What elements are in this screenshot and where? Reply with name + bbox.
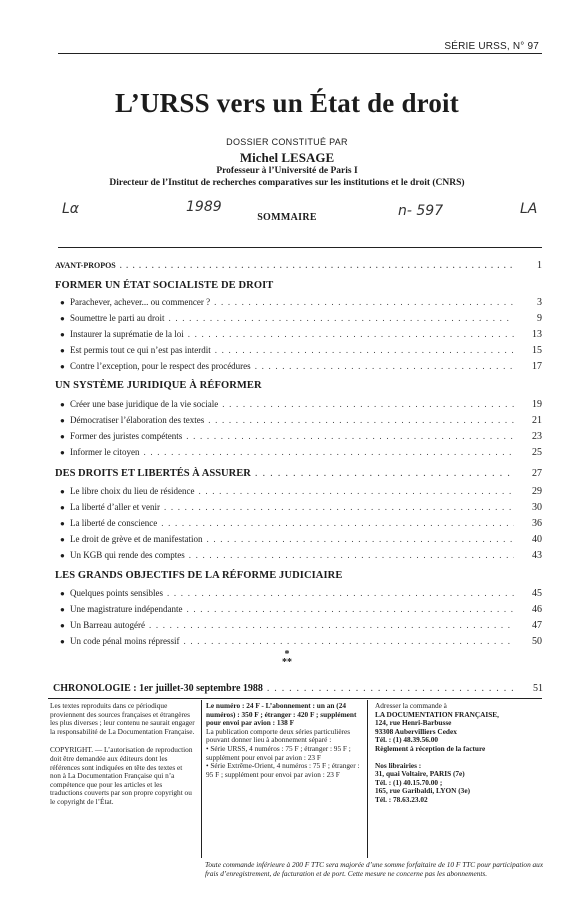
toc-item xyxy=(60,431,542,445)
toc-label: Soumettre le parti au droit xyxy=(70,313,165,323)
bullet-icon: ● xyxy=(60,314,65,323)
section-heading: UN SYSTÈME JURIDIQUE À RÉFORMER xyxy=(55,380,262,391)
toc-leader xyxy=(255,361,514,371)
toc-leader xyxy=(215,345,514,355)
series-extreme-orient-price: • Série Extrême-Orient, 4 numéros : 75 F ; étranger : 95 F ; supplément pour envoi par avion : 23 F xyxy=(206,761,360,779)
toc-leader xyxy=(255,468,514,479)
bullet-icon: ● xyxy=(60,362,65,371)
column-divider xyxy=(201,700,202,858)
toc-page: 13 xyxy=(532,329,542,340)
toc-label: Démocratiser l’élaboration des textes xyxy=(70,415,205,425)
toc-label: Un Barreau autogéré xyxy=(70,620,145,630)
bullet-icon: ● xyxy=(60,589,65,598)
toc-page: 23 xyxy=(532,431,542,442)
toc-leader xyxy=(167,588,514,598)
toc-item xyxy=(60,313,542,327)
bookshops-heading: Nos librairies : xyxy=(375,760,422,770)
header-rule xyxy=(58,53,542,54)
series-info-text: La publication comporte deux séries particulières pouvant donner lieu à abonnement séparé : xyxy=(206,726,351,745)
toc-page: 21 xyxy=(532,415,542,426)
toc-item xyxy=(60,447,542,461)
sommaire-rule xyxy=(58,247,542,248)
toc-item xyxy=(60,534,542,548)
bullet-icon: ● xyxy=(60,346,65,355)
toc-label: La liberté de conscience xyxy=(70,518,158,528)
star-top: * xyxy=(284,649,290,660)
toc-label: Quelques points sensibles xyxy=(70,588,163,598)
bookshop-paris: 31, quai Voltaire, PARIS (7e) xyxy=(375,769,465,779)
toc-item xyxy=(60,518,542,532)
bullet-icon: ● xyxy=(60,503,65,512)
toc-item xyxy=(60,415,542,429)
bullet-icon: ● xyxy=(60,432,65,441)
toc-leader xyxy=(267,683,515,694)
disclaimer-text: Les textes reproduits dans ce périodique proviennent des sources françaises et étrangères les plus diverses ; leur contenu ne saurait engager la responsabilité de La Documentation Française. xyxy=(50,701,195,736)
section-heading-row xyxy=(55,468,542,482)
footer-rule xyxy=(48,698,542,699)
toc-item xyxy=(60,636,542,650)
toc-page: 3 xyxy=(537,297,542,308)
copyright-text: COPYRIGHT. — L’autorisation de reproduction doit être demandée aux éditeurs dont les références sont indiquées en tête des textes et non à La Documentation Française qui n’a compétence que pour les articles et les traductions couverts par son propre copyright ou le copyright de l’État. xyxy=(50,745,193,806)
toc-leader xyxy=(188,329,514,339)
column-divider xyxy=(367,700,368,858)
sommaire-heading: SOMMAIRE xyxy=(257,212,317,223)
toc-label: Un code pénal moins répressif xyxy=(70,636,180,646)
toc-leader xyxy=(208,415,514,425)
toc-chronologie xyxy=(53,683,543,694)
toc-page: 9 xyxy=(537,313,542,324)
toc-leader xyxy=(206,534,514,544)
toc-item xyxy=(60,620,542,634)
toc-label: La liberté d’aller et venir xyxy=(70,502,160,512)
handwritten-note-4: LA xyxy=(520,201,538,217)
toc-page: 40 xyxy=(532,534,542,545)
publisher-phone: Tél. : (1) 48.39.56.00 xyxy=(375,735,439,745)
toc-page: 47 xyxy=(532,620,542,631)
publisher-city: 93308 Aubervilliers Cedex xyxy=(375,726,457,736)
bullet-icon: ● xyxy=(60,298,65,307)
handwritten-note-2: 1989 xyxy=(186,199,222,215)
handwritten-note-1: Lα xyxy=(62,201,80,217)
bullet-icon: ● xyxy=(60,535,65,544)
bullet-icon: ● xyxy=(60,400,65,409)
bookshop-paris-phone: Tél. : (1) 40.15.70.00 ; xyxy=(375,777,443,787)
toc-page: 51 xyxy=(533,683,543,694)
toc-leader xyxy=(120,261,514,270)
toc-page: 17 xyxy=(532,361,542,372)
toc-item xyxy=(60,361,542,375)
bullet-icon: ● xyxy=(60,416,65,425)
toc-leader xyxy=(143,447,514,457)
author-affiliation-1: Professeur à l’Université de Paris I xyxy=(216,166,358,176)
toc-item xyxy=(60,329,542,343)
toc-label: Instaurer la suprématie de la loi xyxy=(70,329,184,339)
bullet-icon: ● xyxy=(60,487,65,496)
toc-label: Parachever, achever... ou commencer ? xyxy=(70,297,211,307)
bookshop-lyon-phone: Tél. : 78.63.23.02 xyxy=(375,794,428,804)
series-number: SÉRIE URSS, N° 97 xyxy=(444,41,539,52)
footer-legal-column xyxy=(50,702,195,807)
bullet-icon: ● xyxy=(60,621,65,630)
toc-label: Créer une base juridique de la vie sociale xyxy=(70,399,219,409)
toc-item xyxy=(60,604,542,618)
toc-item xyxy=(60,550,542,564)
order-note: Toute commande inférieure à 200 F TTC sera majorée d’une somme forfaitaire de 10 F TTC pour participation aux frais d’enregistrement, de facturation et de port. Cette mesure ne concerne pas les abonnements. xyxy=(205,860,544,878)
toc-label: Contre l’exception, pour le respect des procédures xyxy=(70,361,251,371)
handwritten-note-3: n- 597 xyxy=(398,203,444,219)
series-urss-price: • Série URSS, 4 numéros : 75 F ; étranger : 95 F ; supplément pour envoi par avion : 23 F xyxy=(206,743,351,762)
bullet-icon: ● xyxy=(60,519,65,528)
order-line: Adresser la commande à xyxy=(375,701,447,710)
section-heading: DES DROITS ET LIBERTÉS À ASSURER xyxy=(55,468,251,479)
author-affiliation-2: Directeur de l’Institut de recherches comparatives sur les institutions et le droit (CNRS) xyxy=(109,178,465,188)
toc-page: 30 xyxy=(532,502,542,513)
toc-leader xyxy=(222,399,514,409)
toc-page: 15 xyxy=(532,345,542,356)
bullet-icon: ● xyxy=(60,605,65,614)
toc-leader xyxy=(168,313,514,323)
toc-label: Informer le citoyen xyxy=(70,447,140,457)
stars-bottom: ** xyxy=(282,657,292,668)
toc-leader xyxy=(198,486,514,496)
payment-terms: Règlement à réception de la facture xyxy=(375,743,486,753)
publisher-name: LA DOCUMENTATION FRANÇAISE, xyxy=(375,709,499,719)
toc-label: Est permis tout ce qui n’est pas interdit xyxy=(70,345,211,355)
document-title: L’URSS vers un État de droit xyxy=(115,88,459,118)
toc-label: Une magistrature indépendante xyxy=(70,604,183,614)
toc-page: 27 xyxy=(532,468,542,479)
author-name: Michel LESAGE xyxy=(239,150,335,165)
toc-item xyxy=(60,345,542,359)
toc-label: Former des juristes compétents xyxy=(70,431,183,441)
toc-leader xyxy=(189,550,514,560)
toc-page: 19 xyxy=(532,399,542,410)
bookshop-lyon: 165, rue Garibaldi, LYON (3e) xyxy=(375,786,470,796)
toc-page: 46 xyxy=(532,604,542,615)
pricing-text: Le numéro : 24 F - L’abonnement : un an (24 numéros) : 350 F ; étranger : 420 F ; supplément pour envoi par avion : 138 F xyxy=(206,701,357,728)
bullet-icon: ● xyxy=(60,551,65,560)
toc-label: Le droit de grève et de manifestation xyxy=(70,534,203,544)
stars-divider xyxy=(0,651,574,667)
dossier-line: DOSSIER CONSTITUÉ PAR xyxy=(226,137,348,147)
toc-label: Le libre choix du lieu de résidence xyxy=(70,486,195,496)
toc-page: 36 xyxy=(532,518,542,529)
toc-leader xyxy=(183,636,514,646)
toc-label: AVANT-PROPOS xyxy=(55,261,116,270)
publisher-street: 124, rue Henri-Barbusse xyxy=(375,718,452,728)
toc-page: 25 xyxy=(532,447,542,458)
toc-label: Un KGB qui rende des comptes xyxy=(70,550,185,560)
bullet-icon: ● xyxy=(60,448,65,457)
toc-page: 29 xyxy=(532,486,542,497)
toc-page: 45 xyxy=(532,588,542,599)
footer-order-column xyxy=(375,702,545,805)
toc-page: 50 xyxy=(532,636,542,647)
section-heading: LES GRANDS OBJECTIFS DE LA RÉFORME JUDICIAIRE xyxy=(55,570,343,581)
toc-leader xyxy=(186,431,514,441)
toc-label: CHRONOLOGIE : 1er juillet-30 septembre 1988 xyxy=(53,683,263,694)
toc-page: 1 xyxy=(537,260,542,271)
toc-item xyxy=(60,502,542,516)
toc-item xyxy=(60,297,542,311)
toc-item xyxy=(60,588,542,602)
bullet-icon: ● xyxy=(60,637,65,646)
toc-leader xyxy=(164,502,514,512)
bullet-icon: ● xyxy=(60,330,65,339)
toc-leader xyxy=(149,620,514,630)
toc-item xyxy=(60,399,542,413)
toc-leader xyxy=(161,518,514,528)
toc-item xyxy=(60,486,542,500)
toc-page: 43 xyxy=(532,550,542,561)
toc-leader xyxy=(186,604,514,614)
toc-avant-propos xyxy=(55,260,542,274)
section-heading: FORMER UN ÉTAT SOCIALISTE DE DROIT xyxy=(55,280,274,291)
footer-pricing-column xyxy=(206,702,364,779)
toc-leader xyxy=(214,297,514,307)
